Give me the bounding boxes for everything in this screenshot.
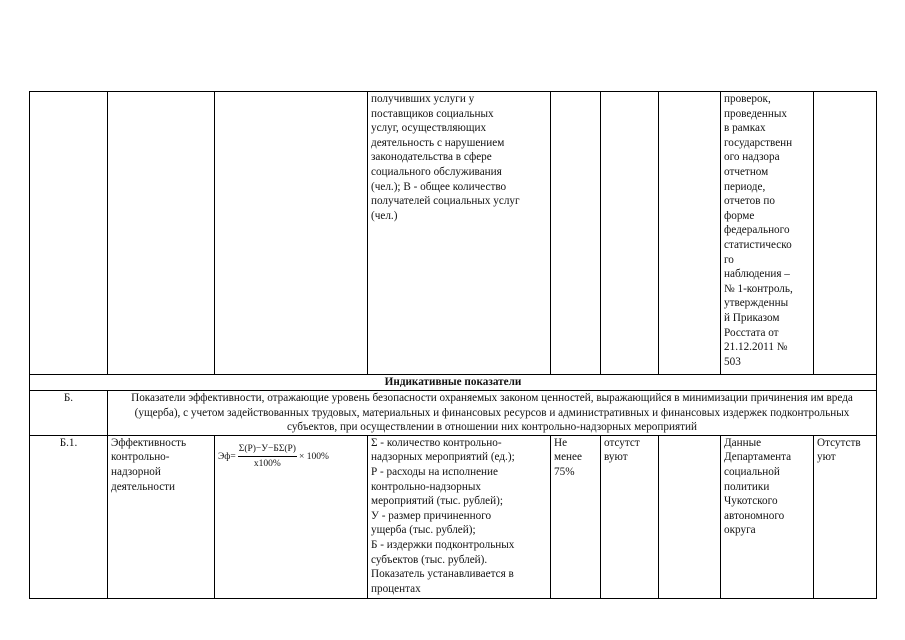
target-value-cell: Не менее 75%	[551, 435, 601, 598]
empty-cell	[108, 92, 215, 375]
section-b-description: Показатели эффективности, отражающие уровень безопасности охраняемых законом ценностей, выражающийся в минимизации причинения им вреда (ущерба), с учетом задействованных трудовых, материальных и финансовых ресурсов и административных и финансовых издержек подконтрольных субъектов, при осуществлении в отношении них контрольно-надзорных мероприятий	[108, 391, 877, 436]
formula-numerator: Σ(P)−У−БΣ(P)	[238, 442, 297, 458]
empty-cell	[551, 92, 601, 375]
empty-cell	[814, 92, 877, 375]
indicators-table	[29, 91, 877, 599]
formula-description-cell: получивших услуги у поставщиков социальных услуг, осуществляющих деятельность с нарушением законодательства в сфере социального обслуживания (чел.); В - общее количество получателей социальных услуг (чел.)	[368, 92, 551, 375]
empty-cell	[215, 92, 368, 375]
section-title: Индикативные показатели	[30, 375, 877, 391]
formula-description-cell: Σ - количество контрольно- надзорных мероприятий (ед.); Р - расходы на исполнение контрольно-надзорных мероприятий (тыс. рублей); У - размер причиненного ущерба (тыс. рублей); Б - издержки подконтрольных субъектов (тыс. рублей). Показатель устанавливается в процентах	[368, 435, 551, 598]
empty-cell	[601, 92, 659, 375]
section-header-row	[30, 375, 877, 391]
table-row-b1	[30, 435, 877, 598]
row-code: Б.1.	[30, 435, 108, 598]
indicator-name: Эффективность контрольно- надзорной деятельности	[108, 435, 215, 598]
formula-tail: × 100%	[298, 451, 329, 462]
deviation-cell: отсутст вуют	[601, 435, 659, 598]
empty-cell	[659, 92, 721, 375]
source-cell: проверок, проведенных в рамках государственн ого надзора отчетном периоде, отчетов по форме федерального статистическо го наблюдения – № 1-контроль, утвержденны й Приказом Росстата от 21.12.2011 № 503	[721, 92, 814, 375]
formula-denominator: x100%	[253, 459, 281, 470]
note-cell: Отсутств уют	[814, 435, 877, 598]
formula-lhs: Эф=	[218, 451, 236, 462]
formula-cell	[215, 435, 368, 598]
row-code: Б.	[30, 391, 108, 436]
empty-cell	[30, 92, 108, 375]
formula	[218, 436, 364, 472]
empty-cell	[659, 435, 721, 598]
source-cell: Данные Департамента социальной политики Чукотского автономного округа	[721, 435, 814, 598]
table-row-continuation	[30, 92, 877, 375]
formula-fraction	[238, 442, 297, 472]
section-b-row	[30, 391, 877, 436]
